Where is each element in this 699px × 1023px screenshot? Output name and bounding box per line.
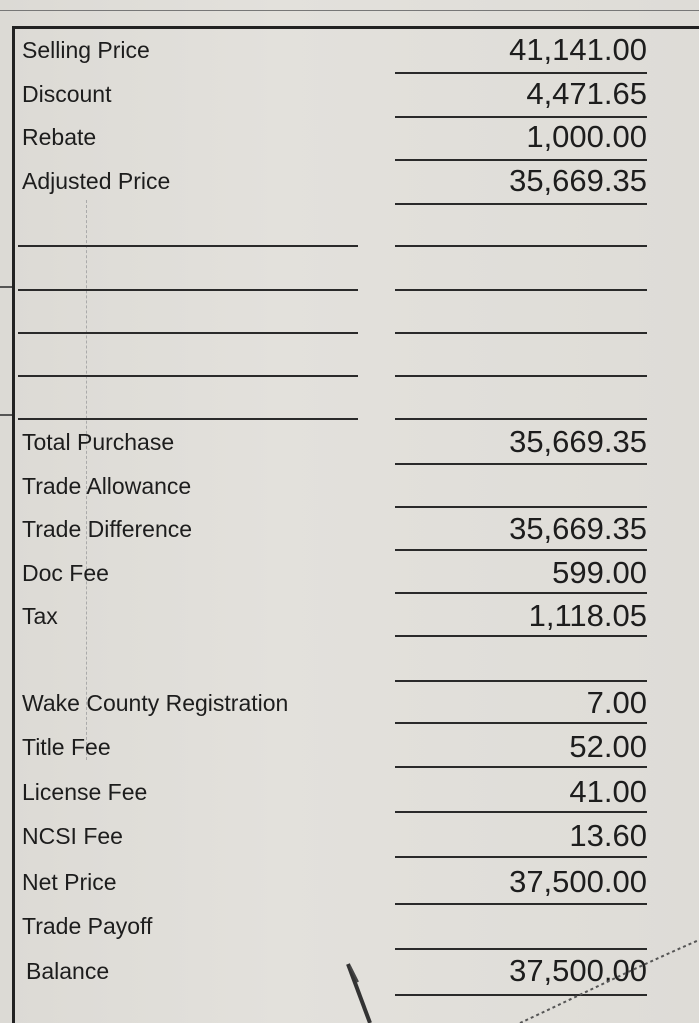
value-underline <box>395 592 647 594</box>
value-total-purchase: 35,669.35 <box>509 424 647 459</box>
value-license-fee: 41.00 <box>569 774 647 809</box>
value-underline <box>395 766 647 768</box>
blank-line <box>395 245 647 247</box>
top-rule <box>0 10 699 11</box>
label-rebate: Rebate <box>22 124 97 150</box>
value-trade-difference: 35,669.35 <box>509 511 647 546</box>
blank-line <box>395 289 647 291</box>
value-underline <box>395 635 647 637</box>
value-net-price: 37,500.00 <box>509 864 647 899</box>
label-tax: Tax <box>22 603 58 629</box>
blank-line <box>18 332 358 334</box>
label-discount: Discount <box>22 81 112 107</box>
blank-line <box>395 332 647 334</box>
label-net-price: Net Price <box>22 869 117 895</box>
blank-line <box>395 375 647 377</box>
label-trade-payoff: Trade Payoff <box>22 913 153 939</box>
label-title-fee: Title Fee <box>22 734 111 760</box>
value-selling-price: 41,141.00 <box>509 32 647 67</box>
label-doc-fee: Doc Fee <box>22 560 109 586</box>
label-balance: Balance <box>26 958 110 984</box>
side-tick <box>0 414 12 416</box>
blank-line <box>18 289 358 291</box>
label-selling-price: Selling Price <box>22 37 150 63</box>
label-adjusted-price: Adjusted Price <box>22 168 171 194</box>
value-underline <box>395 856 647 858</box>
label-ncsi-fee: NCSI Fee <box>22 823 123 849</box>
value-underline <box>395 72 647 74</box>
blank-line <box>395 680 647 682</box>
value-underline <box>395 159 647 161</box>
label-license-fee: License Fee <box>22 779 148 805</box>
value-underline <box>395 463 647 465</box>
value-tax: 1,118.05 <box>528 598 647 633</box>
value-rebate: 1,000.00 <box>526 119 647 154</box>
value-ncsi-fee: 13.60 <box>569 818 647 853</box>
value-underline <box>395 116 647 118</box>
label-total-purchase: Total Purchase <box>22 429 175 455</box>
box-top-border <box>12 26 699 29</box>
value-underline <box>395 549 647 551</box>
label-trade-difference: Trade Difference <box>22 516 193 542</box>
blank-line <box>395 418 647 420</box>
value-underline <box>395 506 647 508</box>
value-balance: 37,500.00 <box>509 953 647 988</box>
value-discount: 4,471.65 <box>526 76 647 111</box>
signature-stroke <box>500 930 699 1023</box>
box-left-border <box>12 26 15 1023</box>
value-adjusted-price: 35,669.35 <box>509 163 647 198</box>
pen-mark <box>340 962 400 1023</box>
value-underline <box>395 203 647 205</box>
value-underline <box>395 903 647 905</box>
value-title-fee: 52.00 <box>569 729 647 764</box>
value-doc-fee: 599.00 <box>552 555 647 590</box>
blank-line <box>18 375 358 377</box>
value-underline <box>395 722 647 724</box>
label-wake-county-registration: Wake County Registration <box>22 690 289 716</box>
blank-line <box>18 245 358 247</box>
value-wake-county-registration: 7.00 <box>586 685 647 720</box>
blank-line <box>18 418 358 420</box>
side-tick <box>0 286 12 288</box>
label-trade-allowance: Trade Allowance <box>22 473 192 499</box>
value-underline <box>395 811 647 813</box>
